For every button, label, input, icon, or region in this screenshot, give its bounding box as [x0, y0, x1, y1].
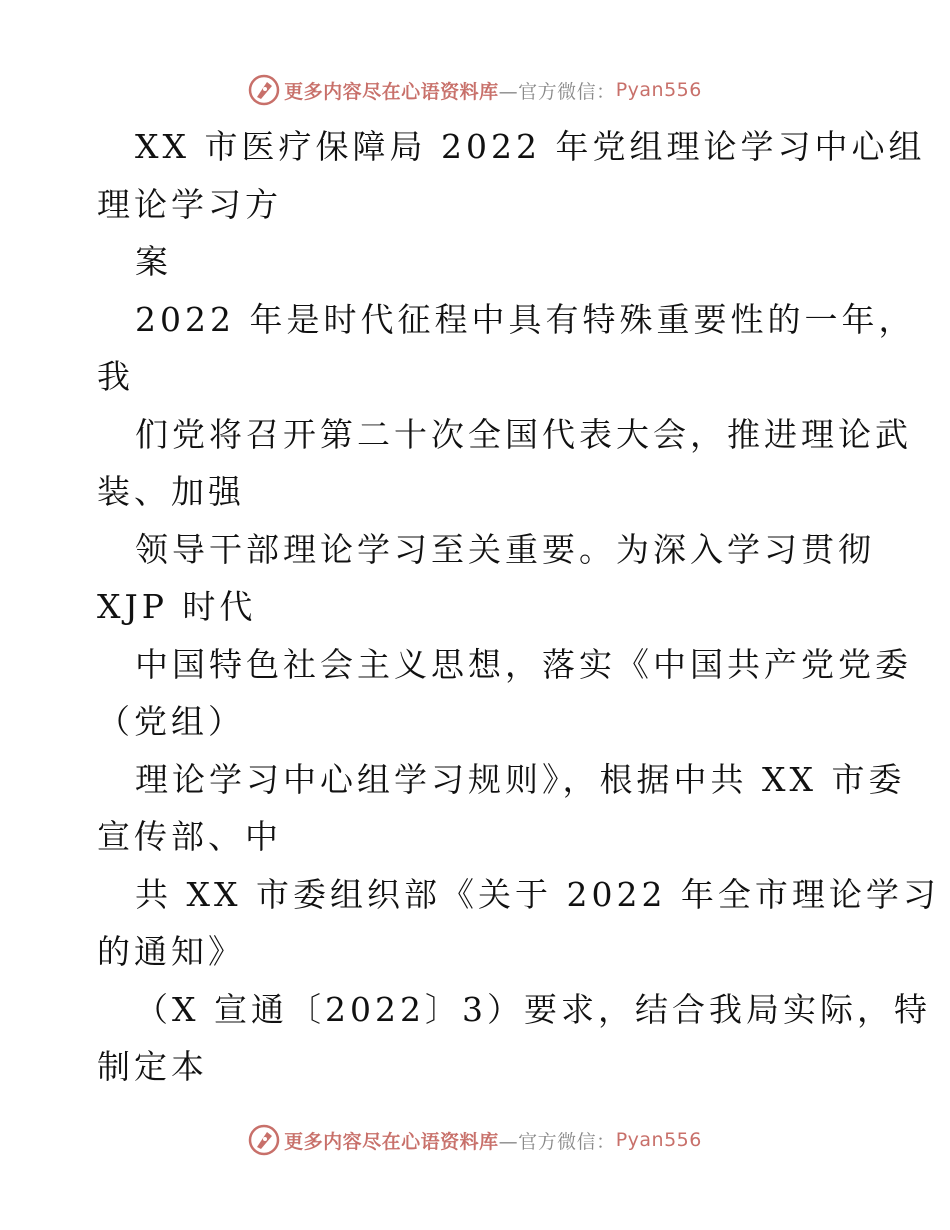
- document-body: [97, 118, 940, 1096]
- doc-line: 2022 年是时代征程中具有特殊重要性的一年，: [135, 299, 916, 339]
- watermark-brand: 更多内容尽在心语资料库: [284, 1130, 499, 1153]
- doc-line: 制定本: [97, 1047, 208, 1086]
- watermark-brand: 更多内容尽在心语资料库: [284, 80, 499, 103]
- doc-line: 装、加强: [97, 472, 245, 511]
- doc-line: （党组）: [97, 702, 245, 741]
- watermark-official-label: —官方微信：: [498, 80, 616, 103]
- doc-line: 理论学习方: [97, 184, 282, 224]
- doc-line: 领导干部理论学习至关重要。为深入学习贯彻: [135, 529, 875, 569]
- doc-line: 理论学习中心组学习规则》，根据中共 XX 市委: [135, 759, 906, 799]
- footer-watermark: [0, 1120, 950, 1160]
- doc-line: 们党将召开第二十次全国代表大会，推进理论武: [135, 414, 912, 454]
- doc-line: （X 宣通〔2022〕3）要求，结合我局实际，特: [135, 989, 931, 1029]
- watermark-wechat-id: Pyan556: [615, 1129, 702, 1151]
- doc-line: 案: [135, 242, 172, 281]
- header-watermark: [0, 70, 950, 110]
- pen-nib-logo-icon: [248, 1124, 280, 1156]
- doc-line: 宣传部、中: [97, 817, 282, 856]
- watermark-wechat-id: Pyan556: [615, 79, 702, 101]
- doc-line: 我: [97, 357, 134, 396]
- watermark-official-label: —官方微信：: [498, 1130, 616, 1153]
- doc-line: 中国特色社会主义思想，落实《中国共产党党委: [135, 644, 912, 684]
- doc-line: 共 XX 市委组织部《关于 2022 年全市理论学习: [135, 874, 940, 914]
- doc-line: 的通知》: [97, 932, 245, 971]
- doc-line: XJP 时代: [97, 587, 257, 626]
- pen-nib-logo-icon: [248, 74, 280, 106]
- doc-line: XX 市医疗保障局 2022 年党组理论学习中心组: [135, 127, 926, 166]
